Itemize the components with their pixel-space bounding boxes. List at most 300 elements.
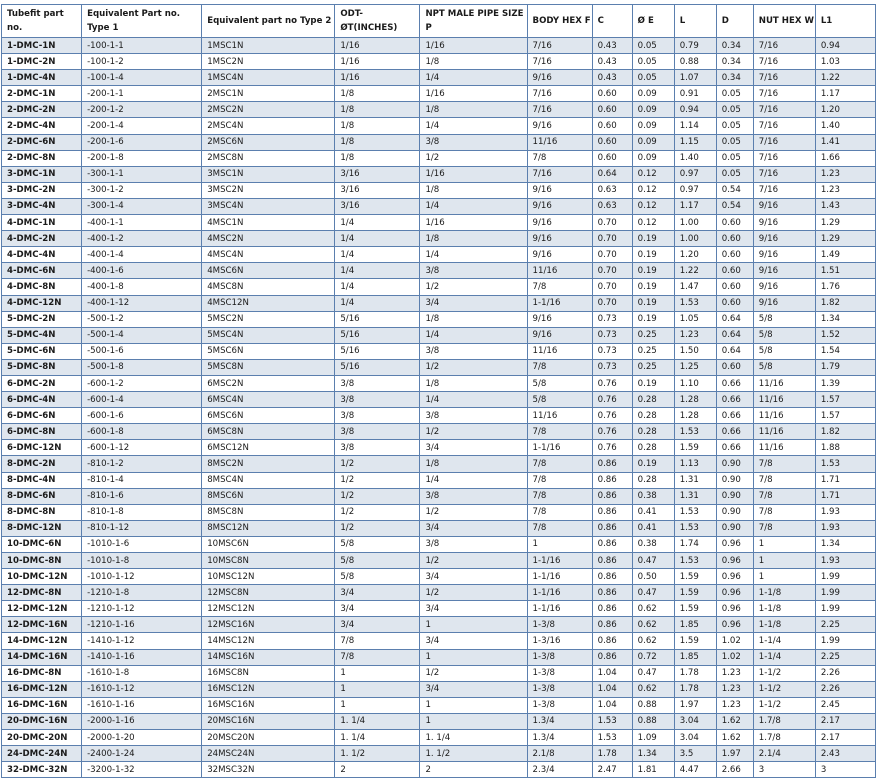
table-body	[2, 38, 876, 778]
cell-odt: 3/8	[335, 424, 420, 440]
cell-c: 2.47	[592, 762, 632, 778]
cell-odt: 1. 1/2	[335, 746, 420, 762]
cell-l: 3.04	[674, 730, 716, 746]
cell-l: 1.20	[674, 247, 716, 263]
cell-d: 0.05	[716, 102, 753, 118]
cell-diameter-e: 0.47	[632, 553, 674, 569]
cell-d: 0.34	[716, 54, 753, 70]
cell-npt-size: 1/4	[420, 70, 527, 86]
header-odt: ODT-ØT(INCHES)	[335, 5, 420, 38]
cell-c: 0.60	[592, 118, 632, 134]
cell-l: 1.97	[674, 697, 716, 713]
table-row	[2, 102, 876, 118]
fittings-table-container	[1, 4, 876, 775]
table-row	[2, 697, 876, 713]
cell-diameter-e: 0.25	[632, 327, 674, 343]
cell-c: 0.73	[592, 359, 632, 375]
cell-nut-hex-w: 7/8	[753, 472, 815, 488]
table-row	[2, 150, 876, 166]
cell-equiv-type-2: 6MSC2N	[202, 375, 335, 391]
cell-l: 1.28	[674, 392, 716, 408]
cell-d: 0.66	[716, 408, 753, 424]
cell-equiv-type-1: -1210-1-8	[82, 585, 202, 601]
cell-equiv-type-1: -810-1-12	[82, 520, 202, 536]
cell-l1: 2.17	[815, 730, 875, 746]
cell-l: 1.59	[674, 440, 716, 456]
cell-part-no: 4-DMC-4N	[2, 247, 82, 263]
cell-l: 0.88	[674, 54, 716, 70]
cell-diameter-e: 0.62	[632, 633, 674, 649]
cell-npt-size: 3/8	[420, 134, 527, 150]
cell-part-no: 12-DMC-8N	[2, 585, 82, 601]
cell-equiv-type-1: -400-1-2	[82, 231, 202, 247]
cell-odt: 7/8	[335, 649, 420, 665]
cell-l1: 1.34	[815, 311, 875, 327]
cell-odt: 1/4	[335, 295, 420, 311]
cell-npt-size: 3/4	[420, 569, 527, 585]
cell-body-hex: 7/8	[527, 150, 592, 166]
table-row	[2, 54, 876, 70]
cell-nut-hex-w: 11/16	[753, 440, 815, 456]
table-row	[2, 617, 876, 633]
cell-l1: 0.94	[815, 38, 875, 54]
cell-part-no: 14-DMC-16N	[2, 649, 82, 665]
table-row	[2, 762, 876, 778]
cell-npt-size: 1/4	[420, 118, 527, 134]
cell-npt-size: 1/4	[420, 247, 527, 263]
cell-c: 0.86	[592, 633, 632, 649]
cell-part-no: 10-DMC-8N	[2, 553, 82, 569]
cell-c: 1.04	[592, 697, 632, 713]
cell-odt: 1/2	[335, 520, 420, 536]
header-tubefit-part-no: Tubefit part no.	[2, 5, 82, 38]
cell-equiv-type-1: -400-1-8	[82, 279, 202, 295]
cell-nut-hex-w: 1-1/2	[753, 697, 815, 713]
cell-part-no: 1-DMC-2N	[2, 54, 82, 70]
cell-c: 0.70	[592, 263, 632, 279]
cell-nut-hex-w: 1	[753, 553, 815, 569]
cell-equiv-type-1: -600-1-8	[82, 424, 202, 440]
cell-c: 0.60	[592, 150, 632, 166]
cell-d: 0.96	[716, 569, 753, 585]
cell-diameter-e: 0.28	[632, 408, 674, 424]
cell-body-hex: 1-3/16	[527, 633, 592, 649]
cell-l: 1.85	[674, 649, 716, 665]
cell-equiv-type-1: -600-1-6	[82, 408, 202, 424]
cell-c: 0.73	[592, 327, 632, 343]
cell-l: 1.05	[674, 311, 716, 327]
cell-npt-size: 1/8	[420, 375, 527, 391]
cell-nut-hex-w: 9/16	[753, 215, 815, 231]
cell-equiv-type-1: -2000-1-20	[82, 730, 202, 746]
cell-diameter-e: 0.28	[632, 392, 674, 408]
table-row	[2, 247, 876, 263]
cell-l1: 1.29	[815, 215, 875, 231]
cell-equiv-type-2: 2MSC4N	[202, 118, 335, 134]
cell-l: 0.97	[674, 182, 716, 198]
cell-equiv-type-1: -1010-1-8	[82, 553, 202, 569]
cell-c: 0.60	[592, 102, 632, 118]
cell-diameter-e: 1.09	[632, 730, 674, 746]
cell-body-hex: 7/8	[527, 488, 592, 504]
cell-l1: 1.88	[815, 440, 875, 456]
cell-part-no: 5-DMC-8N	[2, 359, 82, 375]
cell-l: 1.78	[674, 665, 716, 681]
cell-npt-size: 1/2	[420, 504, 527, 520]
cell-part-no: 20-DMC-16N	[2, 713, 82, 729]
table-row	[2, 86, 876, 102]
cell-npt-size: 1/16	[420, 215, 527, 231]
cell-d: 1.23	[716, 697, 753, 713]
cell-equiv-type-2: 4MSC8N	[202, 279, 335, 295]
cell-nut-hex-w: 7/16	[753, 182, 815, 198]
cell-body-hex: 7/16	[527, 102, 592, 118]
cell-equiv-type-1: -810-1-4	[82, 472, 202, 488]
cell-body-hex: 7/16	[527, 86, 592, 102]
cell-body-hex: 9/16	[527, 215, 592, 231]
cell-equiv-type-2: 5MSC6N	[202, 343, 335, 359]
cell-c: 0.86	[592, 536, 632, 552]
cell-body-hex: 2.1/8	[527, 746, 592, 762]
cell-nut-hex-w: 9/16	[753, 279, 815, 295]
cell-l: 1.53	[674, 424, 716, 440]
cell-d: 0.60	[716, 359, 753, 375]
cell-nut-hex-w: 7/8	[753, 520, 815, 536]
cell-body-hex: 9/16	[527, 182, 592, 198]
cell-l: 1.40	[674, 150, 716, 166]
cell-c: 0.86	[592, 601, 632, 617]
cell-equiv-type-2: 20MSC20N	[202, 730, 335, 746]
cell-d: 0.54	[716, 198, 753, 214]
cell-c: 0.73	[592, 311, 632, 327]
cell-nut-hex-w: 11/16	[753, 408, 815, 424]
cell-equiv-type-1: -2000-1-16	[82, 713, 202, 729]
cell-body-hex: 11/16	[527, 408, 592, 424]
cell-equiv-type-1: -300-1-2	[82, 182, 202, 198]
cell-body-hex: 7/8	[527, 424, 592, 440]
cell-c: 0.86	[592, 553, 632, 569]
cell-d: 1.62	[716, 730, 753, 746]
cell-c: 0.86	[592, 649, 632, 665]
header-body-hex: BODY HEX F	[527, 5, 592, 38]
cell-part-no: 4-DMC-2N	[2, 231, 82, 247]
table-row	[2, 279, 876, 295]
cell-d: 0.05	[716, 150, 753, 166]
cell-npt-size: 1. 1/4	[420, 730, 527, 746]
cell-l1: 1.54	[815, 343, 875, 359]
cell-part-no: 16-DMC-16N	[2, 697, 82, 713]
cell-l1: 1.29	[815, 231, 875, 247]
cell-npt-size: 1/16	[420, 86, 527, 102]
cell-nut-hex-w: 1.7/8	[753, 730, 815, 746]
cell-equiv-type-2: 3MSC2N	[202, 182, 335, 198]
cell-d: 0.60	[716, 263, 753, 279]
cell-body-hex: 9/16	[527, 311, 592, 327]
cell-equiv-type-1: -300-1-1	[82, 166, 202, 182]
cell-body-hex: 11/16	[527, 263, 592, 279]
cell-equiv-type-1: -100-1-2	[82, 54, 202, 70]
cell-l1: 1.79	[815, 359, 875, 375]
cell-equiv-type-2: 16MSC8N	[202, 665, 335, 681]
cell-part-no: 8-DMC-6N	[2, 488, 82, 504]
cell-equiv-type-2: 8MSC8N	[202, 504, 335, 520]
cell-equiv-type-2: 10MSC8N	[202, 553, 335, 569]
cell-l1: 2.25	[815, 649, 875, 665]
cell-npt-size: 1/8	[420, 456, 527, 472]
cell-body-hex: 9/16	[527, 327, 592, 343]
cell-equiv-type-1: -200-1-6	[82, 134, 202, 150]
table-row	[2, 311, 876, 327]
cell-equiv-type-1: -500-1-2	[82, 311, 202, 327]
table-row	[2, 134, 876, 150]
cell-d: 0.90	[716, 456, 753, 472]
table-row	[2, 295, 876, 311]
cell-c: 0.86	[592, 456, 632, 472]
cell-equiv-type-1: -1210-1-16	[82, 617, 202, 633]
cell-part-no: 6-DMC-8N	[2, 424, 82, 440]
cell-l1: 1.57	[815, 392, 875, 408]
cell-equiv-type-2: 4MSC1N	[202, 215, 335, 231]
cell-body-hex: 1-3/8	[527, 697, 592, 713]
cell-npt-size: 1/4	[420, 472, 527, 488]
cell-nut-hex-w: 7/16	[753, 134, 815, 150]
cell-equiv-type-2: 3MSC1N	[202, 166, 335, 182]
cell-equiv-type-1: -1410-1-16	[82, 649, 202, 665]
cell-l: 1.23	[674, 327, 716, 343]
cell-d: 0.64	[716, 311, 753, 327]
cell-equiv-type-2: 5MSC2N	[202, 311, 335, 327]
cell-d: 0.54	[716, 182, 753, 198]
cell-l1: 2.43	[815, 746, 875, 762]
cell-part-no: 2-DMC-2N	[2, 102, 82, 118]
cell-odt: 5/16	[335, 359, 420, 375]
table-row	[2, 746, 876, 762]
cell-npt-size: 1/4	[420, 198, 527, 214]
cell-diameter-e: 0.19	[632, 247, 674, 263]
cell-npt-size: 1/2	[420, 424, 527, 440]
cell-diameter-e: 0.09	[632, 118, 674, 134]
cell-body-hex: 1-3/8	[527, 665, 592, 681]
cell-l: 1.13	[674, 456, 716, 472]
cell-l1: 2.26	[815, 665, 875, 681]
cell-diameter-e: 0.12	[632, 166, 674, 182]
cell-odt: 5/16	[335, 327, 420, 343]
cell-diameter-e: 0.19	[632, 375, 674, 391]
cell-l1: 1.66	[815, 150, 875, 166]
cell-c: 0.70	[592, 231, 632, 247]
cell-odt: 2	[335, 762, 420, 778]
cell-odt: 3/4	[335, 601, 420, 617]
table-row	[2, 504, 876, 520]
cell-body-hex: 1-3/8	[527, 681, 592, 697]
header-equivalent-type-1: Equivalent Part no. Type 1	[82, 5, 202, 38]
cell-equiv-type-2: 2MSC8N	[202, 150, 335, 166]
cell-l1: 1.22	[815, 70, 875, 86]
cell-l: 1.74	[674, 536, 716, 552]
table-row	[2, 343, 876, 359]
cell-part-no: 3-DMC-4N	[2, 198, 82, 214]
cell-c: 0.86	[592, 520, 632, 536]
table-row	[2, 359, 876, 375]
cell-nut-hex-w: 3	[753, 762, 815, 778]
cell-npt-size: 3/4	[420, 520, 527, 536]
cell-c: 0.64	[592, 166, 632, 182]
cell-npt-size: 1/4	[420, 327, 527, 343]
cell-part-no: 4-DMC-12N	[2, 295, 82, 311]
cell-equiv-type-1: -810-1-2	[82, 456, 202, 472]
cell-d: 1.23	[716, 665, 753, 681]
cell-l1: 1.76	[815, 279, 875, 295]
cell-diameter-e: 0.41	[632, 520, 674, 536]
cell-diameter-e: 0.47	[632, 665, 674, 681]
cell-d: 0.05	[716, 118, 753, 134]
cell-equiv-type-1: -300-1-4	[82, 198, 202, 214]
cell-npt-size: 3/4	[420, 440, 527, 456]
cell-npt-size: 1/2	[420, 150, 527, 166]
cell-nut-hex-w: 5/8	[753, 359, 815, 375]
cell-equiv-type-2: 1MSC2N	[202, 54, 335, 70]
cell-nut-hex-w: 1-1/8	[753, 617, 815, 633]
cell-nut-hex-w: 5/8	[753, 343, 815, 359]
cell-l: 1.22	[674, 263, 716, 279]
cell-body-hex: 7/8	[527, 456, 592, 472]
cell-l1: 1.99	[815, 601, 875, 617]
cell-c: 0.76	[592, 375, 632, 391]
cell-d: 0.96	[716, 553, 753, 569]
cell-c: 0.76	[592, 392, 632, 408]
table-row	[2, 198, 876, 214]
header-d: D	[716, 5, 753, 38]
cell-npt-size: 1/8	[420, 231, 527, 247]
cell-d: 0.64	[716, 343, 753, 359]
cell-c: 1.04	[592, 681, 632, 697]
cell-equiv-type-2: 2MSC2N	[202, 102, 335, 118]
cell-d: 1.62	[716, 713, 753, 729]
cell-d: 0.96	[716, 585, 753, 601]
cell-l1: 1.99	[815, 569, 875, 585]
cell-diameter-e: 0.19	[632, 263, 674, 279]
cell-nut-hex-w: 5/8	[753, 327, 815, 343]
cell-c: 0.76	[592, 440, 632, 456]
cell-equiv-type-1: -600-1-4	[82, 392, 202, 408]
cell-diameter-e: 0.12	[632, 182, 674, 198]
cell-npt-size: 3/4	[420, 295, 527, 311]
cell-nut-hex-w: 1-1/8	[753, 585, 815, 601]
cell-body-hex: 1-1/16	[527, 440, 592, 456]
cell-nut-hex-w: 5/8	[753, 311, 815, 327]
table-row	[2, 215, 876, 231]
cell-diameter-e: 0.88	[632, 697, 674, 713]
cell-c: 0.76	[592, 408, 632, 424]
cell-d: 1.97	[716, 746, 753, 762]
cell-part-no: 14-DMC-12N	[2, 633, 82, 649]
cell-l1: 2.45	[815, 697, 875, 713]
cell-equiv-type-2: 12MSC12N	[202, 601, 335, 617]
cell-nut-hex-w: 9/16	[753, 247, 815, 263]
cell-odt: 1. 1/4	[335, 730, 420, 746]
cell-c: 0.60	[592, 86, 632, 102]
cell-nut-hex-w: 7/8	[753, 488, 815, 504]
table-row	[2, 263, 876, 279]
cell-d: 2.66	[716, 762, 753, 778]
cell-diameter-e: 0.19	[632, 279, 674, 295]
cell-c: 0.43	[592, 54, 632, 70]
cell-nut-hex-w: 7/16	[753, 70, 815, 86]
header-npt-male-pipe-size: NPT MALE PIPE SIZE P	[420, 5, 527, 38]
table-row	[2, 472, 876, 488]
cell-l1: 1.39	[815, 375, 875, 391]
cell-equiv-type-2: 10MSC6N	[202, 536, 335, 552]
cell-equiv-type-1: -200-1-4	[82, 118, 202, 134]
cell-diameter-e: 0.25	[632, 343, 674, 359]
table-row	[2, 649, 876, 665]
table-row	[2, 231, 876, 247]
header-l: L	[674, 5, 716, 38]
table-header-row	[2, 5, 876, 38]
cell-body-hex: 7/8	[527, 504, 592, 520]
cell-equiv-type-1: -1210-1-12	[82, 601, 202, 617]
cell-body-hex: 7/16	[527, 38, 592, 54]
cell-part-no: 20-DMC-20N	[2, 730, 82, 746]
cell-c: 0.63	[592, 198, 632, 214]
cell-d: 0.34	[716, 70, 753, 86]
cell-l: 1.53	[674, 520, 716, 536]
table-row	[2, 424, 876, 440]
table-row	[2, 585, 876, 601]
cell-diameter-e: 0.62	[632, 681, 674, 697]
cell-npt-size: 1/8	[420, 102, 527, 118]
cell-diameter-e: 0.12	[632, 215, 674, 231]
cell-diameter-e: 0.12	[632, 198, 674, 214]
cell-diameter-e: 0.09	[632, 102, 674, 118]
cell-d: 0.64	[716, 327, 753, 343]
cell-nut-hex-w: 1	[753, 536, 815, 552]
cell-diameter-e: 0.05	[632, 70, 674, 86]
cell-d: 1.02	[716, 649, 753, 665]
cell-equiv-type-2: 4MSC2N	[202, 231, 335, 247]
cell-diameter-e: 0.28	[632, 472, 674, 488]
cell-l1: 2.25	[815, 617, 875, 633]
cell-body-hex: 9/16	[527, 247, 592, 263]
cell-l1: 1.03	[815, 54, 875, 70]
cell-equiv-type-1: -400-1-12	[82, 295, 202, 311]
cell-d: 0.90	[716, 488, 753, 504]
cell-odt: 1. 1/4	[335, 713, 420, 729]
cell-nut-hex-w: 7/16	[753, 150, 815, 166]
cell-l: 1.25	[674, 359, 716, 375]
cell-odt: 1/2	[335, 456, 420, 472]
cell-d: 0.96	[716, 617, 753, 633]
cell-body-hex: 7/8	[527, 359, 592, 375]
cell-odt: 1/4	[335, 215, 420, 231]
cell-l: 1.59	[674, 585, 716, 601]
cell-nut-hex-w: 1-1/4	[753, 633, 815, 649]
cell-part-no: 8-DMC-2N	[2, 456, 82, 472]
cell-equiv-type-2: 20MSC16N	[202, 713, 335, 729]
cell-l: 1.10	[674, 375, 716, 391]
cell-d: 0.05	[716, 134, 753, 150]
cell-l: 1.53	[674, 295, 716, 311]
cell-odt: 1/4	[335, 279, 420, 295]
cell-part-no: 4-DMC-1N	[2, 215, 82, 231]
cell-equiv-type-1: -810-1-6	[82, 488, 202, 504]
cell-body-hex: 1-3/8	[527, 649, 592, 665]
cell-l: 1.53	[674, 553, 716, 569]
cell-part-no: 8-DMC-8N	[2, 504, 82, 520]
cell-l1: 1.51	[815, 263, 875, 279]
cell-npt-size: 1/2	[420, 279, 527, 295]
cell-part-no: 24-DMC-24N	[2, 746, 82, 762]
